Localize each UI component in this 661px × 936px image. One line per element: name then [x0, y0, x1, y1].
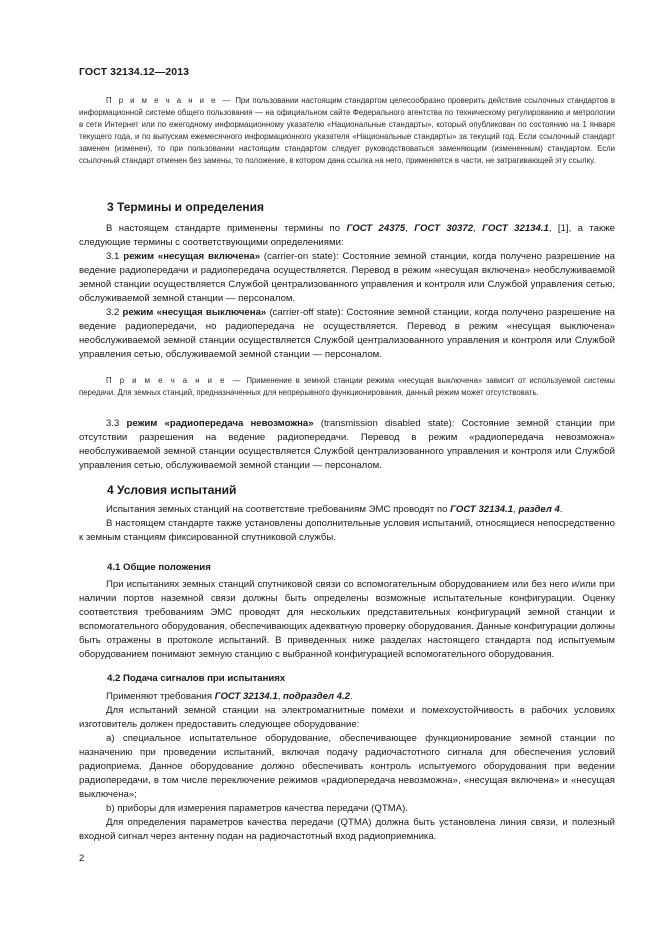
term-3-1: 3.1 режим «несущая включена» (carrier-on state): Состояние земной станции, когда получено разрешение на ведение радиопередачи и радиопередача осуществляется. Перевод в режим «несущая включена» необслуживаемой земной станции осуществляется Службой централизованного управления и контроля или Службой управления сетью, обслуживаемой земной станции — персоналом. — [79, 251, 615, 304]
section-3-heading: 3 Термины и определения — [107, 200, 265, 214]
subsection-4-2-body: Применяют требования ГОСТ 32134.1, подраздел 4.2. Для испытаний земной станции на электромагнитные помехи и помехоустойчивость в рабочих условиях изготовитель должен предоставить следующее оборудование: a) специальное испытательное оборудование, обеспечивающее функционирование земной станции по назначению при проведении испытаний, включая подачу радиочастотного сигнала для обеспечения условий радиоприема. Данное оборудование должно обеспечивать контроль испытуемого оборудования при ведении радиопередачи, в том числе переключение режимов «радиопередача невозможна», «несущая включена» и «несущая выключена»; b) приборы для измерения параметров качества передачи (QTMA). Для определения параметров качества передачи (QTMA) должна быть установлена линия связи, и полезный входной сигнал через антенну подан на радиочастотный вход радиоприемника. — [79, 691, 615, 842]
section-4-intro: Испытания земных станций на соответствие требованиям ЭМС проводят по ГОСТ 32134.1, раздел 4. — [106, 504, 563, 515]
section-4-additional: В настоящем стандарте также установлены дополнительные условия испытаний, относящиеся непосредственно к земным станциям фиксированной спутниковой службы. — [79, 518, 615, 543]
term-3-3: 3.3 режим «радиопередача невозможна» (transmission disabled state): Состояние земной станции при отсутствии разрешения на ведение радиопередачи. Перевод в режим «радиопередача невозможна» необслуживаемой земной станции осуществляется Службой централизованного управления и контроля или Службой управления сетью, обслуживаемой земной станции — персоналом. — [79, 418, 615, 471]
term-3-3-block — [79, 417, 615, 473]
note-references — [79, 95, 615, 167]
section-4-body — [79, 503, 615, 545]
term-3-2: 3.2 режим «несущая выключена» (carrier-off state): Состояние земной станции, когда получено разрешение на ведение радиопередачи, но радиопередача не осуществляется. Перевод в режим «несущая выключена» необслуживаемой земной станции осуществляется Службой централизованного управления и контроля или Службой управления сетью, обслуживаемой земной станции — персоналом. — [79, 307, 615, 360]
section-3-body — [79, 222, 615, 362]
term-3-1-name: режим «несущая включена» — [123, 251, 261, 262]
note-label: П р и м е ч а н и е — — [106, 96, 233, 105]
document-header: ГОСТ 32134.12—2013 — [79, 66, 190, 78]
subsection-4-2-requirement: Применяют требования ГОСТ 32134.1, подраздел 4.2. — [106, 691, 353, 702]
page-number: 2 — [79, 853, 85, 864]
list-item-b: b) приборы для измерения параметров качества передачи (QTMA). — [106, 803, 408, 814]
list-item-a: a) специальное испытательное оборудование, обеспечивающее функционирование земной станции по назначению при проведении испытаний, включая подачу радиочастотного сигнала для обеспечения условий радиоприема. Данное оборудование должно обеспечивать контроль испытуемого оборудования при ведении радиопередачи, в том числе переключение режимов «радиопередача невозможна», «несущая включена» и «несущая выключена»; — [79, 733, 615, 800]
subsection-4-1-heading: 4.1 Общие положения — [107, 562, 211, 573]
term-3-2-name: режим «несущая выключена» — [122, 307, 267, 318]
section-4-heading: 4 Условия испытаний — [107, 483, 237, 497]
term-3-3-name: режим «радиопередача невозможна» — [126, 418, 314, 429]
note-text: При пользовании настоящим стандартом целесообразно проверить действие ссылочных стандартов в информационной системе общего пользования — на официальном сайте Федерального агентства по техническому регулированию и метрологии в сети Интернет или по ежегодному информационному указателю «Национальные стандарты», который опубликован по состоянию на 1 января текущего года, и по выпускам ежемесячного информационного указателя «Национальные стандарты» за текущий год. Если ссылочный стандарт заменен (изменен), то при пользовании настоящим стандартом следует руководствоваться заменяющим (измененным) стандартом. Если ссылочный стандарт отменен без замены, то положение, в котором дана ссылка на него, применяется в части, не затрагивающей эту ссылку. — [79, 96, 615, 165]
subsection-4-1-body: При испытаниях земных станций спутниковой связи со вспомогательным оборудованием или без него и/или при наличии портов наземной связи должны быть определены возможные испытательные конфигурации. Оценку соответствия требованиям ЭМС проводят для нескольких представительных конфигураций земной станции и вспомогательного оборудования, обеспечивающих адекватную проверку оборудования. Данные конфигурации должны быть отражены в протоколе испытаний. В приведенных ниже разделах настоящего стандарта под испытуемым оборудованием понимают земную станцию с выбранной конфигурацией вспомогательного оборудования. — [79, 579, 615, 660]
subsection-4-2-heading: 4.2 Подача сигналов при испытаниях — [107, 673, 286, 684]
note-carrier-off: П р и м е ч а н и е — Применение в земной станции режима «несущая выключена» зависит от используемой системы передачи. Для земных станций, предназначенных для непрерывного функционирования, данный режим может отсутствовать. — [79, 376, 615, 397]
section-3-intro: В настоящем стандарте применены термины по ГОСТ 24375, ГОСТ 30372, ГОСТ 32134.1, [1], а также следующие термины с соответствующими определениями: — [79, 223, 615, 248]
